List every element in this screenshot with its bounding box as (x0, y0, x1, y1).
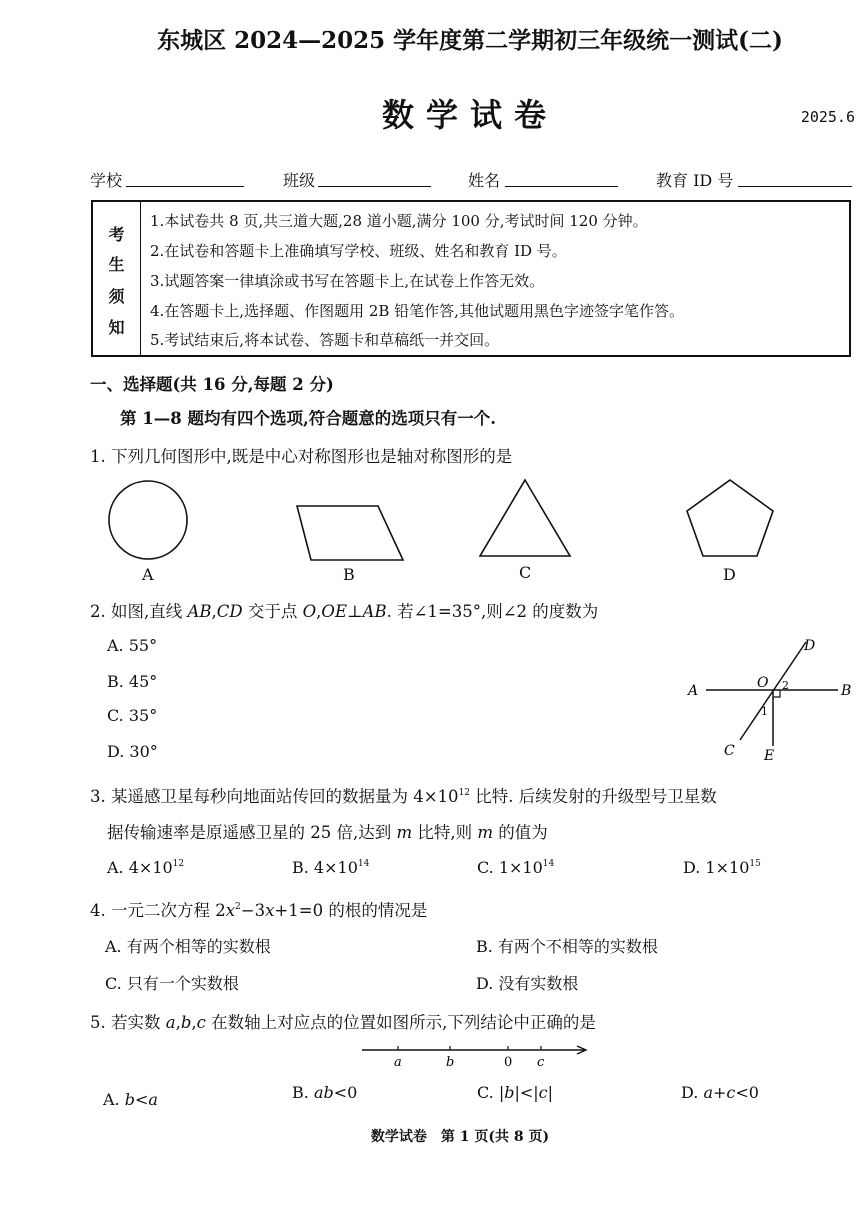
point-d-label: D (804, 638, 816, 654)
triangle-shape (480, 480, 570, 556)
page-footer: 数学试卷 第 1 页(共 8 页) (370, 1129, 550, 1145)
q5-option-b: B. ab<0 (292, 1083, 358, 1102)
angle-2-label: 2 (782, 679, 789, 692)
notice-side-char: 须 (108, 287, 125, 306)
q1-label-a: A (142, 565, 154, 584)
parallelogram-shape (297, 506, 403, 560)
q4-option-b: B. 有两个不相等的实数根 (476, 937, 658, 956)
id-blank[interactable] (738, 186, 852, 187)
q5-option-d: D. a+c<0 (681, 1083, 759, 1102)
q1-shapes (100, 478, 800, 568)
notice-item: 3.试题答案一律填涂或书写在答题卡上,在试卷上作答无效。 (150, 272, 545, 290)
point-o-label: O (757, 675, 769, 691)
q4-stem: 4. 一元二次方程 $2x^2-3x+1=0$ 的根的情况是 (90, 901, 428, 920)
class-blank[interactable] (318, 186, 431, 187)
name-label: 姓名 (468, 171, 501, 190)
point-a-label: A (688, 683, 699, 699)
q4-option-c: C. 只有一个实数根 (105, 974, 239, 993)
q5-option-a: A. b<a (103, 1090, 158, 1109)
q3-stem-line1: 3. 某遥感卫星每秒向地面站传回的数据量为 $4\times 10^{12}$ 比特. 后续发射的升级型号卫星数 (90, 787, 717, 806)
q2-option-b: B. 45° (107, 672, 158, 691)
q2-option-c: C. 35° (107, 706, 158, 725)
school-blank[interactable] (126, 186, 244, 187)
q3-stem-line2: 据传输速率是原遥感卫星的 25 倍,达到 m 比特,则 m 的值为 (107, 823, 548, 842)
q2-option-d: D. 30° (107, 742, 158, 761)
q4-option-a: A. 有两个相等的实数根 (105, 937, 271, 956)
q1-label-d: D (723, 565, 736, 584)
notice-side-char: 考 (108, 225, 125, 244)
q1-stem: 1. 下列几何图形中,既是中心对称图形也是轴对称图形的是 (90, 447, 513, 466)
q2-stem: 2. 如图,直线 AB,CD 交于点 O,OE⊥AB. 若∠1=35°,则∠2 的度数为 (90, 602, 599, 621)
point-c-label: C (724, 743, 735, 759)
q3-option-d: D. $1\times 10^{15}$ (683, 858, 761, 877)
q3-option-c: C. $1\times 10^{14}$ (477, 858, 555, 877)
notice-side-char: 知 (108, 318, 125, 337)
notice-item: 4.在答题卡上,选择题、作图题用 2B 铅笔作答,其他试题用黑色字迹签字笔作答。 (150, 302, 684, 320)
subject-title: 数学试卷 (381, 96, 558, 134)
notice-item: 2.在试卷和答题卡上准确填写学校、班级、姓名和教育 ID 号。 (150, 242, 567, 260)
q5-stem: 5. 若实数 a,b,c 在数轴上对应点的位置如图所示,下列结论中正确的是 (90, 1013, 596, 1032)
q2-option-a: A. 55° (107, 636, 158, 655)
notice-item: 5.考试结束后,将本试卷、答题卡和草稿纸一并交回。 (150, 331, 500, 349)
notice-side-label (93, 202, 141, 355)
notice-side-char: 生 (108, 255, 125, 274)
class-label: 班级 (283, 171, 316, 190)
point-b-label: B (841, 683, 852, 699)
pentagon-shape (687, 480, 773, 556)
section-heading: 一、选择题(共 16 分,每题 2 分) (90, 375, 334, 394)
q5-number-line (358, 1040, 598, 1076)
school-label: 学校 (90, 171, 123, 190)
q4-option-d: D. 没有实数根 (476, 974, 579, 993)
right-angle-mark (773, 690, 780, 697)
notice-item: 1.本试卷共 8 页,共三道大题,28 道小题,满分 100 分,考试时间 120 分钟。 (150, 212, 648, 230)
angle-1-label: 1 (761, 705, 768, 718)
q3-option-a: A. $4\times 10^{12}$ (107, 858, 185, 877)
q1-label-b: B (343, 565, 355, 584)
exam-header-title: 东城区 2024—2025 学年度第二学期初三年级统一测试(二) (157, 27, 783, 54)
q1-label-c: C (519, 563, 532, 582)
name-blank[interactable] (505, 186, 618, 187)
exam-date: 2025.6 (800, 108, 855, 126)
q5-option-c: C. |b|<|c| (477, 1083, 554, 1102)
tick-label-c: c (537, 1055, 545, 1070)
point-e-label: E (764, 748, 775, 764)
q2-figure (680, 628, 860, 768)
q3-option-b: B. $4\times 10^{14}$ (292, 858, 370, 877)
section-instruction: 第 1—8 题均有四个选项,符合题意的选项只有一个. (120, 409, 496, 428)
tick-label-a: a (394, 1055, 402, 1070)
circle-shape (109, 481, 187, 559)
tick-label-zero: 0 (504, 1055, 513, 1070)
id-label: 教育 ID 号 (656, 171, 734, 190)
tick-label-b: b (446, 1055, 455, 1070)
